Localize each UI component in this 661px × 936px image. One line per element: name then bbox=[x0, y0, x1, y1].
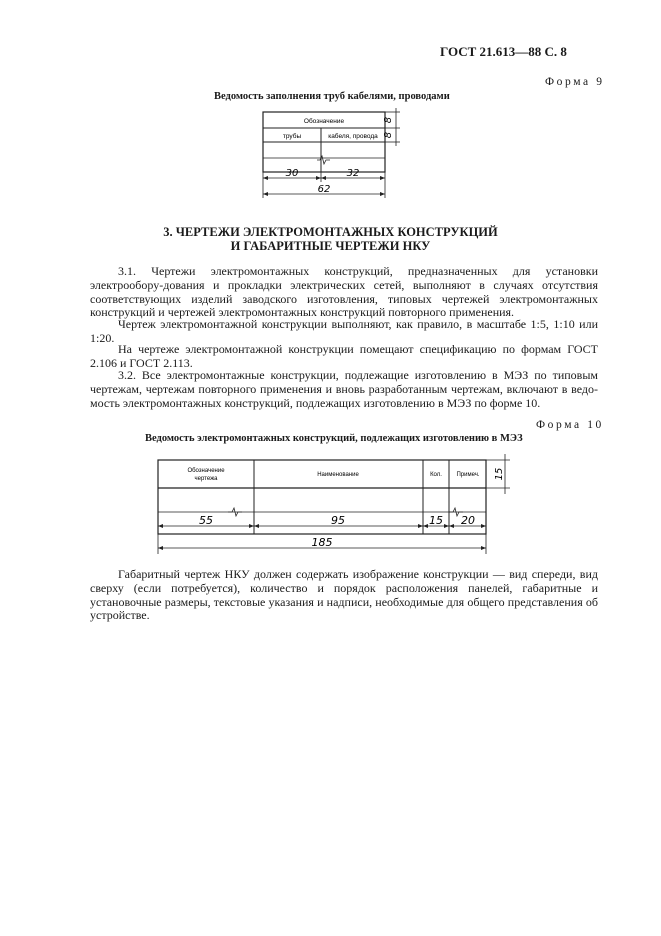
paragraph-3-2: 3.2. Все электромонтажные конструкции, подлежащие изготовлению в МЭЗ по типовым чертежам, чертежам повторного применения и вновь разработанным чертежам, включают в ведо-мость электромонтажных конструкций, подлежащих изготовлению в МЭЗ по форме 10. bbox=[90, 368, 598, 410]
form-10-col-designation: Обозначение bbox=[187, 468, 225, 474]
form-10-dim-w2: 95 bbox=[331, 514, 345, 527]
section-3-title-line2: И ГАБАРИТНЫЕ ЧЕРТЕЖИ НКУ bbox=[230, 239, 431, 253]
form-10-col-note: Примеч. bbox=[456, 472, 480, 478]
form-9-dim-row1: 8 bbox=[383, 116, 394, 124]
form-9-dim-row2: 8 bbox=[383, 131, 394, 139]
form-10-dim-row: 15 bbox=[494, 467, 505, 481]
paragraph-3-1: 3.1. Чертежи электромонтажных конструкций, предназначенных для установки электрообору-дования и прокладки электрических сетей, выполняют в случаях отсутствия соответствующих изделий заводского изготовления, типовых чертежей электромонтажных конструкций и чертежей электромонтажных конструкций повторного применения. bbox=[90, 264, 598, 320]
form-10-col-designation-line2: чертежа bbox=[194, 476, 218, 482]
form-10-dim-w4: 20 bbox=[461, 514, 475, 527]
form-10-dim-w3: 15 bbox=[429, 514, 443, 527]
form-9-table-drawing bbox=[250, 106, 420, 202]
form-9-dim-w2: 32 bbox=[346, 168, 360, 179]
paragraph-specification: На чертеже электромонтажной конструкции помещают спецификацию по формам ГОСТ 2.106 и ГОСТ 2.113. bbox=[90, 342, 598, 370]
form-9-col-pipe: трубы bbox=[282, 133, 302, 140]
form-10-col-qty: Кол. bbox=[430, 472, 442, 478]
paragraph-scale: Чертеж электромонтажной конструкции выполняют, как правило, в масштабе 1:5, 1:10 или 1:20. bbox=[90, 317, 598, 345]
document-code: ГОСТ 21.613—88 С. 8 bbox=[440, 44, 567, 59]
form-9-caption: Ведомость заполнения труб кабелями, проводами bbox=[214, 91, 450, 102]
form-10-dim-total: 185 bbox=[311, 536, 333, 549]
form-10-table-drawing bbox=[148, 450, 520, 556]
form-9-dim-w1: 30 bbox=[285, 168, 299, 179]
form-10-col-name: Наименование bbox=[317, 472, 359, 478]
paragraph-overall-drawing: Габаритный чертеж НКУ должен содержать изображение конструкции — вид спереди, вид сверху (если потребуется), количество и порядок расположения панелей, габаритные и установочные размеры, текстовые указания и надписи, необходимые для общего представления об устройстве. bbox=[90, 567, 598, 623]
form-10-label: Форма 10 bbox=[536, 419, 604, 431]
form-10-dim-w1: 55 bbox=[199, 514, 213, 527]
form-9-dim-total: 62 bbox=[317, 184, 331, 195]
form-9-header-designation: Обозначение bbox=[303, 118, 345, 125]
form-9-label: Форма 9 bbox=[545, 76, 605, 88]
form-10-caption: Ведомость электромонтажных конструкций, подлежащих изготовлению в МЭЗ bbox=[145, 433, 523, 444]
section-3-title-line1: 3. ЧЕРТЕЖИ ЭЛЕКТРОМОНТАЖНЫХ КОНСТРУКЦИЙ bbox=[163, 225, 498, 239]
form-9-col-cable: кабеля, провода bbox=[328, 133, 378, 140]
